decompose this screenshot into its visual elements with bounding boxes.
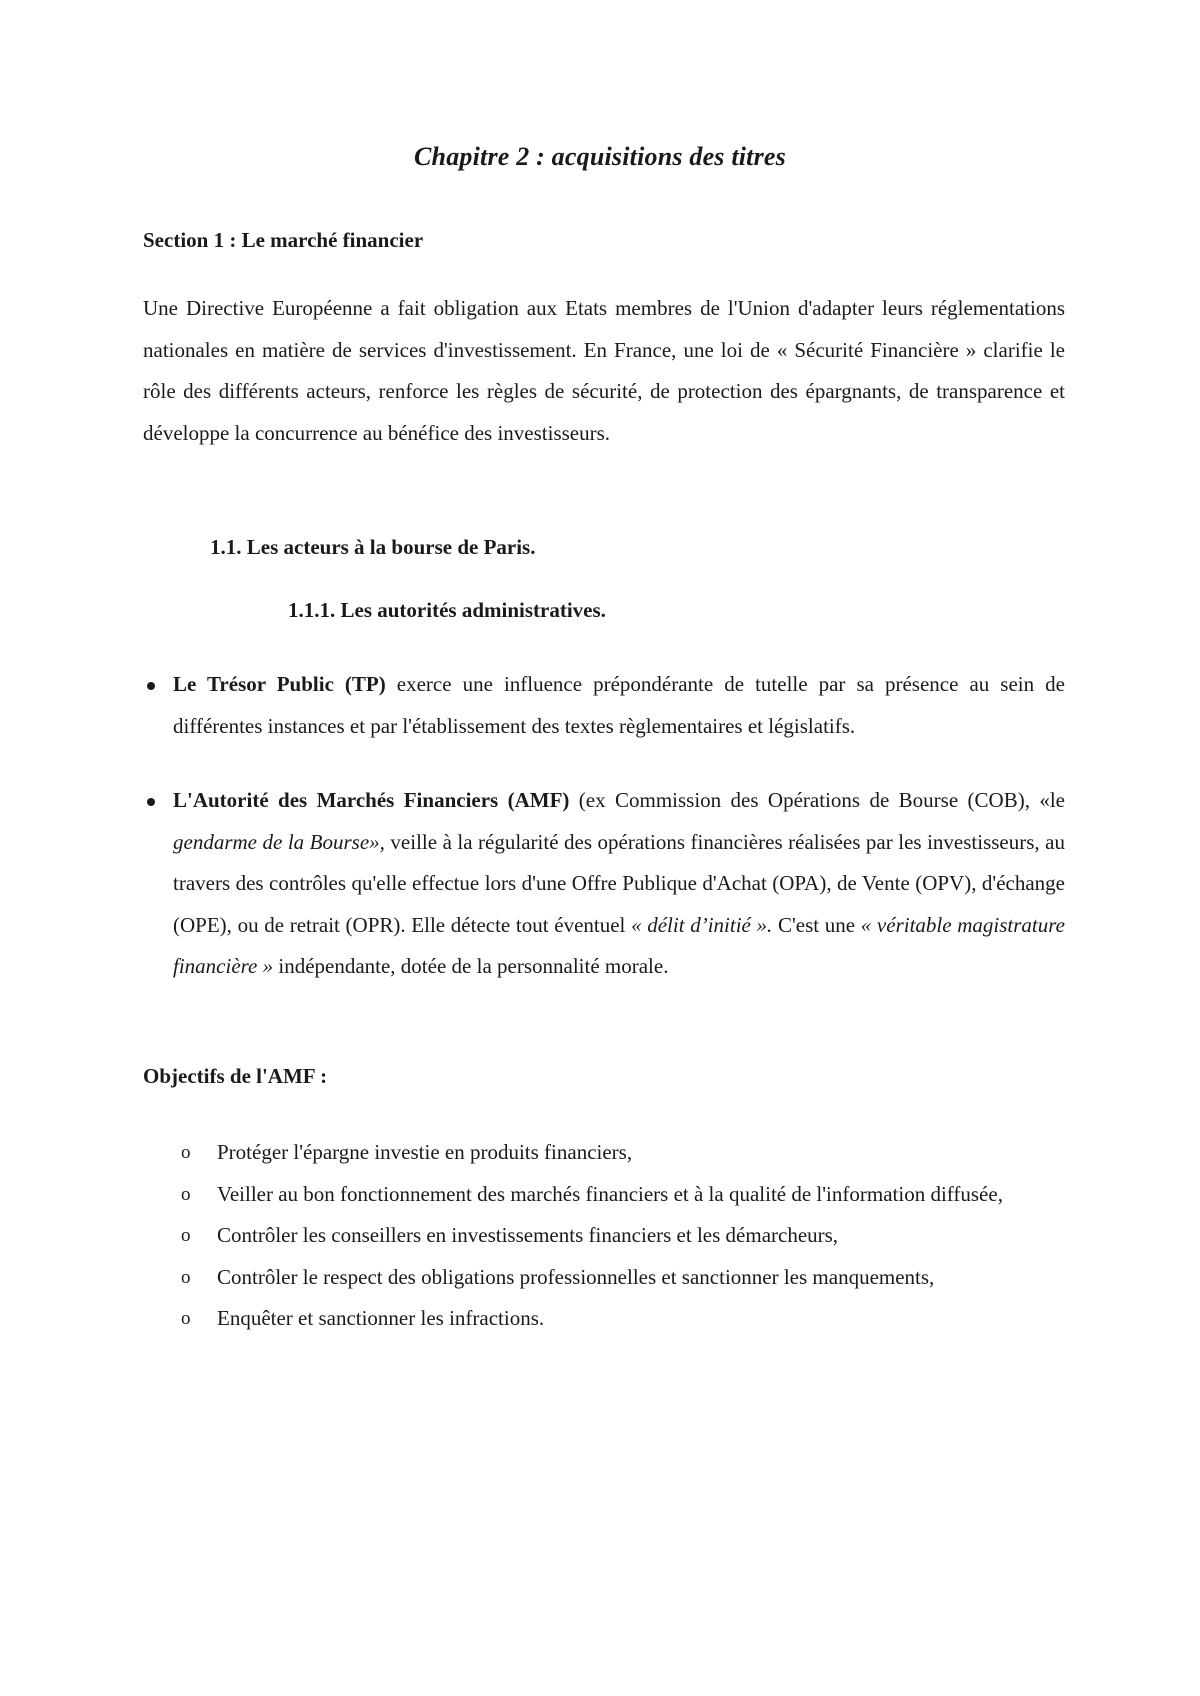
- objective-text: Enquêter et sanctionner les infractions.: [217, 1306, 545, 1330]
- section-title: Section 1 : Le marché financier: [143, 228, 424, 252]
- circle-bullet-icon: o: [181, 1225, 191, 1246]
- circle-bullet-icon: o: [181, 1266, 191, 1288]
- objective-text: Protéger l'épargne investie en produits financiers,: [217, 1140, 633, 1164]
- tresor-label: Le Trésor Public (TP): [173, 672, 386, 696]
- amf-label: L'Autorité des Marchés Financiers (AMF): [173, 788, 570, 812]
- amf-bullet-item: [143, 780, 1065, 988]
- chapter-title: Chapitre 2 : acquisitions des titres: [414, 142, 786, 171]
- bullet-dot-icon: [147, 798, 155, 806]
- objective-item: [143, 1174, 1065, 1216]
- subsubsection-title: 1.1.1. Les autorités administratives.: [288, 598, 606, 622]
- objectives-title: Objectifs de l'AMF :: [143, 1064, 328, 1088]
- objective-text: Veiller au bon fonctionnement des marchés financiers et à la qualité de l'information diffusée,: [217, 1181, 1003, 1206]
- objective-item: [143, 1215, 1065, 1257]
- circle-bullet-icon: o: [181, 1308, 191, 1329]
- bullet-dot-icon: [147, 682, 155, 690]
- amf-italic-3: « véritable magistrature financière »: [173, 912, 1065, 978]
- objective-item: [143, 1298, 1065, 1340]
- objective-item: [143, 1257, 1065, 1299]
- circle-bullet-icon: o: [181, 1183, 191, 1205]
- objective-text: Contrôler les conseillers en investissements financiers et les démarcheurs,: [217, 1223, 839, 1247]
- subsection-title: 1.1. Les acteurs à la bourse de Paris.: [210, 535, 536, 559]
- objectives-list: [143, 1132, 1065, 1340]
- amf-text-3: C'est une: [772, 912, 861, 937]
- tresor-text: exerce une influence prépondérante de tutelle par sa présence au sein de différentes instances et par l'établissement des textes règlementaires et législatifs.: [173, 672, 1065, 738]
- amf-text-1: (ex Commission des Opérations de Bourse (COB), «le: [569, 788, 1065, 812]
- intro-paragraph: Une Directive Européenne a fait obligation aux Etats membres de l'Union d'adapter leurs réglementations nationales en matière de services d'investissement. En France, une loi de « Sécurité Financière » clarifie le rôle des différents acteurs, renforce les règles de sécurité, de protection des épargnants, de transparence et développe la concurrence au bénéfice des investisseurs.: [143, 296, 1065, 445]
- tresor-bullet-list: [143, 664, 1065, 747]
- circle-bullet-icon: o: [181, 1142, 191, 1163]
- amf-bullet-list: [143, 780, 1065, 988]
- amf-text-4: indépendante, dotée de la personnalité morale.: [273, 954, 669, 978]
- amf-text-2: veille à la régularité des opérations financières réalisées par les investisseurs, au travers des contrôles qu'elle effectue lors d'une Offre Publique d'Achat (OPA), de Vente (OPV), d'échange (OPE), ou de retrait (OPR). Elle détecte tout éventuel: [173, 829, 1065, 937]
- amf-italic-1: gendarme de la Bourse»,: [173, 829, 385, 854]
- amf-italic-2: « délit d’initié ».: [631, 912, 773, 937]
- objective-item: [143, 1132, 1065, 1174]
- objective-text: Contrôler le respect des obligations professionnelles et sanctionner les manquements,: [217, 1264, 935, 1289]
- tresor-bullet-item: [143, 664, 1065, 747]
